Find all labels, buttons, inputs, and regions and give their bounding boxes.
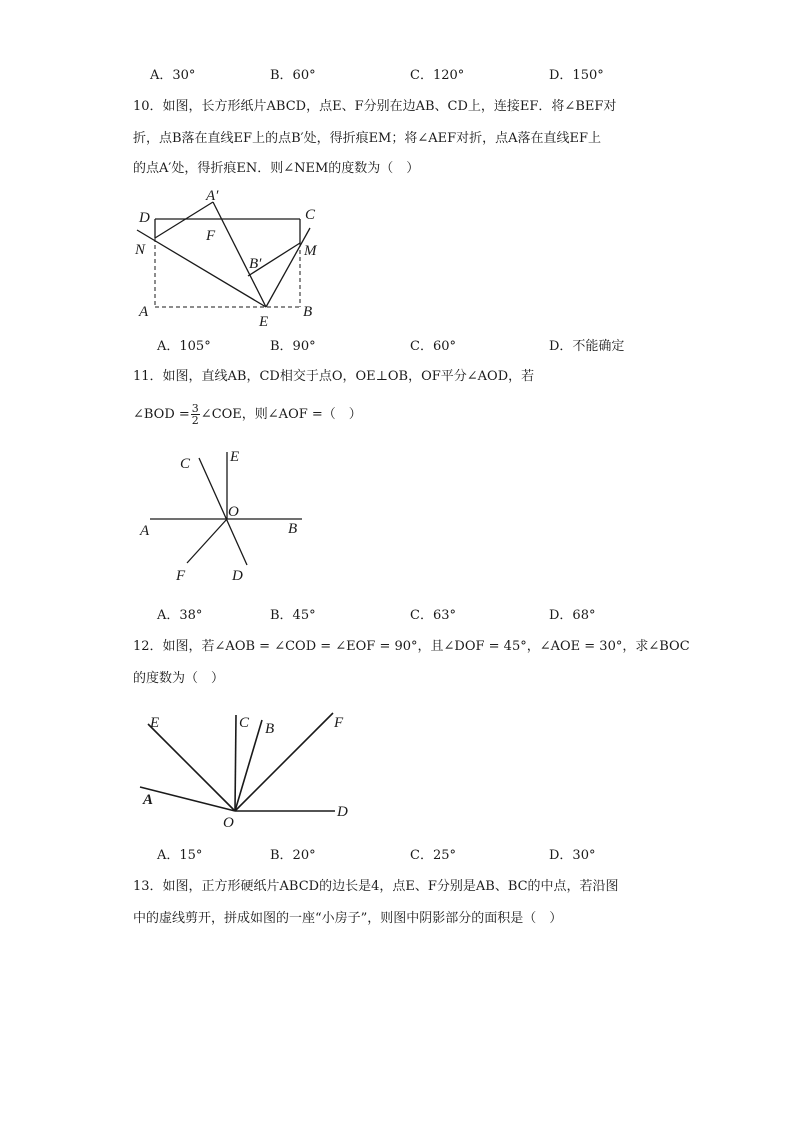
q12-option-a: A．15° [157, 848, 203, 863]
q11-text-line2-suffix: ∠COE，则∠AOF =（ ） [200, 407, 362, 422]
q11-option-b: B．45° [270, 608, 316, 623]
q11-text-line1: 11．如图，直线AB，CD相交于点O，OE⊥OB，OF平分∠AOD，若 [133, 369, 535, 384]
q12-ray-oe [148, 724, 235, 811]
q10-label-e: E [259, 314, 269, 330]
q12-ray-oa [140, 787, 235, 811]
q10-option-a: A．105° [157, 339, 211, 354]
q9-option-c: C．120° [410, 68, 465, 83]
q10-label-n: N [135, 242, 146, 258]
q12-label-f: F [334, 715, 344, 731]
q11-option-c: C．63° [410, 608, 456, 623]
q12-option-b: B．20° [270, 848, 316, 863]
q12-label-c: C [239, 715, 250, 731]
q12-label-e: E [150, 715, 160, 731]
q10-option-d: D．不能确定 [549, 339, 625, 354]
q11-option-d: D．68° [549, 608, 596, 623]
q12-label-d: D [337, 804, 348, 820]
q10-text-line3: 的点A′处，得折痕EN．则∠NEM的度数为（ ） [133, 161, 420, 176]
q12-option-c: C．25° [410, 848, 456, 863]
q10-option-b: B．90° [270, 339, 316, 354]
q12-option-d: D．30° [549, 848, 596, 863]
q13-text-line1: 13．如图，正方形硬纸片ABCD的边长是4，点E、F分别是AB、BC的中点，若沿图 [133, 879, 619, 894]
q11-label-d: D [232, 568, 243, 584]
q9-option-d: D．150° [549, 68, 604, 83]
q12-text-line2: 的度数为（ ） [133, 671, 225, 686]
q10-option-c: C．60° [410, 339, 456, 354]
q12-ray-oc [235, 715, 236, 811]
q11-label-e: E [230, 449, 240, 465]
q12-label-a: A [143, 792, 154, 808]
q10-label-b: B [303, 304, 313, 320]
q12-label-o: O [223, 815, 234, 831]
q11-label-a: A [140, 523, 150, 539]
q9-option-a: A．30° [150, 68, 196, 83]
q11-label-c: C [180, 456, 191, 472]
q12-text-line1: 12．如图，若∠AOB = ∠COD = ∠EOF = 90°，且∠DOF = 45°，∠AOE = 30°，求∠BOC [133, 639, 690, 654]
q9-option-b: B．60° [270, 68, 316, 83]
q11-text-line2-prefix: ∠BOD = [133, 407, 190, 422]
q11-fraction-numerator: 3 [191, 402, 199, 415]
q10-label-m: M [304, 243, 317, 259]
q10-label-b-prime: B′ [249, 256, 262, 272]
q12-label-b: B [265, 721, 275, 737]
q11-fraction-denominator: 2 [191, 414, 199, 427]
q11-option-a: A．38° [157, 608, 203, 623]
q11-label-o: O [228, 504, 239, 520]
q10-label-a: A [139, 304, 149, 320]
q10-text-line1: 10．如图，长方形纸片ABCD，点E、F分别在边AB、CD上，连接EF．将∠BEF对 [133, 99, 617, 114]
q10-label-a-prime: A′ [206, 188, 219, 204]
q10-text-line2: 折，点B落在直线EF上的点B′处，得折痕EM；将∠AEF对折，点A落在直线EF上 [133, 131, 602, 146]
q10-label-c: C [305, 207, 316, 223]
q13-text-line2: 中的虚线剪开，拼成如图的一座“小房子”，则图中阴影部分的面积是（ ） [133, 911, 563, 926]
q11-label-b: B [288, 521, 298, 537]
q11-label-f: F [176, 568, 186, 584]
q10-label-f: F [206, 228, 216, 244]
q10-label-d: D [139, 210, 150, 226]
